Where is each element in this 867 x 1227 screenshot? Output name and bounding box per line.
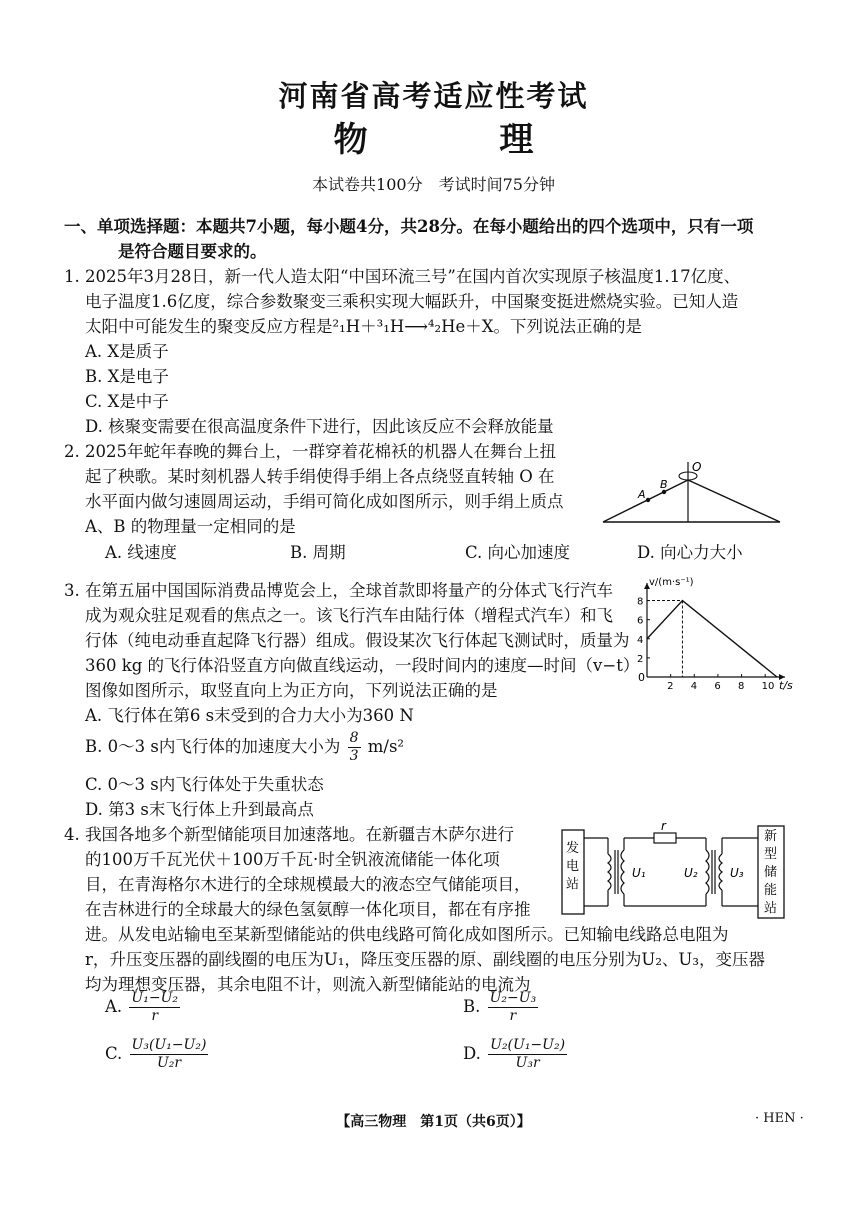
q3-line: 行体（纯电动垂直起降飞行器）组成。假设某次飞行体起飞测试时，质量为: [85, 631, 630, 650]
q1-line: 1. 2025年3月28日，新一代人造太阳“中国环流三号”在国内首次实现原子核温度1.17亿度、: [64, 267, 741, 286]
frac-num: U₂(U₁−U₂): [490, 1037, 566, 1053]
handkerchief-figure: [600, 458, 785, 528]
q4-option-a: [105, 990, 182, 1025]
q2-option-d: D. 向心力大小: [637, 543, 743, 562]
q3-option-d: D. 第3 s末飞行体上升到最高点: [85, 800, 314, 819]
q2-option-a: A. 线速度: [105, 543, 177, 562]
u1-label: U₁: [632, 866, 646, 880]
y-tick-label: 4: [637, 634, 644, 646]
q1-line: 电子温度1.6亿度，综合参数聚变三乘积实现大幅跃升，中国聚变挺进燃烧实验。已知人造: [85, 292, 739, 311]
frac-den: U₂r: [156, 1055, 182, 1071]
x-tick-label: 4: [690, 681, 698, 692]
power-plant-label: 发电站: [566, 841, 580, 892]
storage-station-label: 新型储能站: [764, 829, 778, 916]
frac-den: r: [151, 1008, 159, 1024]
q3-option-b-fraction: [348, 730, 361, 765]
option-fraction: [129, 990, 180, 1025]
section-heading-cont: 是符合题目要求的。: [118, 242, 267, 261]
x-axis-label: t/s: [779, 679, 793, 692]
resistor-label: r: [661, 822, 666, 833]
exam-title: 河南省高考适应性考试: [278, 79, 589, 113]
option-fraction: [488, 990, 539, 1025]
frac-num: 8: [349, 730, 359, 746]
velocity-line: [647, 601, 777, 677]
u2-label: U₂: [684, 866, 698, 880]
point-a: [646, 498, 650, 502]
q3-line: 3. 在第五届中国国际消费品博览会上，全球首款即将量产的分体式飞行汽车: [64, 581, 613, 600]
q4-option-c: [105, 1037, 210, 1072]
q2-option-c: C. 向心加速度: [465, 543, 571, 562]
y-tick-label: 2: [637, 653, 644, 665]
q3-option-b-text: B. 0～3 s内飞行体的加速度大小为: [85, 737, 341, 756]
q4-line: 在吉林进行的全球最大的绿色氢氨醇一体化项目，都在有序推: [85, 900, 531, 919]
q4-line: 4. 我国各地多个新型储能项目加速落地。在新疆吉木萨尔进行: [64, 825, 514, 844]
q2-line: 2. 2025年蛇年春晚的舞台上，一群穿着花棉袄的机器人在舞台上扭: [64, 442, 556, 461]
frac-den: U₃r: [515, 1055, 540, 1071]
circuit-diagram: [560, 822, 790, 922]
frac-num: U₃(U₁−U₂): [131, 1037, 207, 1053]
q3-line: 360 kg 的飞行体沿竖直方向做直线运动，一段时间内的速度—时间（v−t）: [85, 656, 640, 675]
q3-line: 图像如图所示，取竖直向上为正方向，下列说法正确的是: [85, 681, 498, 700]
subject-title: 物 理: [333, 120, 594, 160]
q1-option-d: D. 核聚变需要在很高温度条件下进行，因此该反应不会释放能量: [85, 417, 554, 436]
q3-option-a: A. 飞行体在第6 s末受到的合力大小为360 N: [85, 706, 414, 725]
q4-line: 均为理想变压器，其余电阻不计，则流入新型储能站的电流为: [85, 975, 531, 994]
q1-option-a: A. X是质子: [85, 342, 169, 361]
option-fraction: [488, 1037, 567, 1072]
q3-line: 成为观众驻足观看的焦点之一。该飞行汽车由陆行体（增程式汽车）和飞: [85, 606, 613, 625]
q4-line: 目，在青海格尔木进行的全球规模最大的液态空气储能项目，: [85, 875, 531, 894]
u3-label: U₃: [730, 866, 744, 880]
q4-option-d: [463, 1037, 569, 1072]
frac-den: r: [509, 1008, 517, 1024]
q2-line: A、B 的物理量一定相同的是: [85, 517, 296, 536]
q3-option-b-unit: m/s²: [367, 737, 405, 756]
q2-line: 水平面内做匀速圆周运动，手绢可简化成如图所示，则手绢上质点: [85, 492, 564, 511]
option-letter: A.: [105, 997, 123, 1016]
x-tick-label: 10: [761, 681, 775, 692]
origin-label: 0: [638, 671, 645, 684]
q2-option-b: B. 周期: [290, 543, 346, 562]
label-b: B: [660, 478, 668, 491]
section-heading: 一、单项选择题：本题共7小题，每小题4分，共28分。在每小题给出的四个选项中，只有一项: [64, 217, 754, 236]
paper-code: · HEN ·: [755, 1111, 804, 1126]
option-fraction: [130, 1037, 209, 1072]
label-o: O: [692, 460, 702, 474]
option-letter: C.: [105, 1044, 123, 1063]
vt-chart: [625, 575, 795, 695]
option-letter: B.: [463, 997, 481, 1016]
x-tick-label: 6: [714, 681, 721, 692]
x-tick-label: 2: [667, 681, 674, 692]
frac-num: U₁−U₂: [131, 990, 178, 1006]
x-tick-label: 8: [738, 681, 745, 692]
q4-line: 进。从发电站输电至某新型储能站的供电线路可简化成如图所示。已知输电线路总电阻为: [85, 925, 729, 944]
option-letter: D.: [463, 1044, 481, 1063]
page-footer: 【高三物理 第1页（共6页）】: [336, 1114, 531, 1130]
q4-line: 的100万千瓦光伏＋100万千瓦·时全钒液流储能一体化项: [85, 850, 500, 869]
y-tick-label: 8: [637, 596, 644, 608]
frac-num: U₂−U₃: [489, 990, 537, 1006]
exam-info: 本试卷共100分 考试时间75分钟: [312, 175, 555, 194]
y-axis-label: v/(m·s⁻¹): [649, 577, 694, 588]
q4-option-b: [463, 990, 540, 1025]
frac-den: 3: [349, 748, 359, 764]
q3-option-b: [85, 730, 404, 765]
q3-option-c: C. 0～3 s内飞行体处于失重状态: [85, 775, 324, 794]
q1-option-b: B. X是电子: [85, 367, 169, 386]
label-a: A: [638, 488, 646, 501]
y-tick-label: 6: [637, 615, 644, 627]
q1-line: 太阳中可能发生的聚变反应方程是²₁H＋³₁H⟶⁴₂He＋X。下列说法正确的是: [85, 317, 643, 336]
q2-line: 起了秧歌。某时刻机器人转手绢使得手绢上各点绕竖直转轴 O 在: [85, 467, 555, 486]
q4-line: r，升压变压器的副线圈的电压为U₁，降压变压器的原、副线圈的电压分别为U₂、U₃，变压器: [85, 950, 765, 969]
q1-option-c: C. X是中子: [85, 392, 169, 411]
